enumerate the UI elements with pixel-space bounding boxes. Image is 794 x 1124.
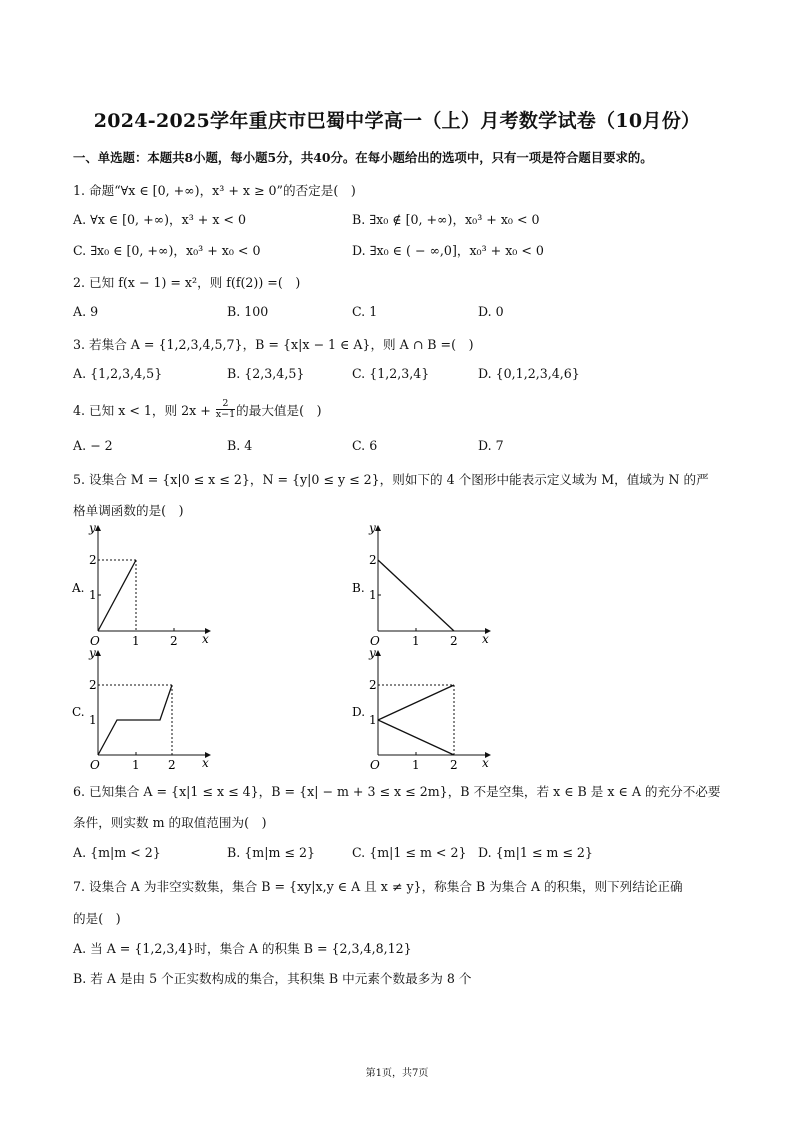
tick-label-1: 1	[89, 713, 97, 727]
question-2-option-a: A. 9	[73, 304, 99, 319]
tick-label-1: 1	[412, 758, 420, 772]
question-3-option-b: B. {2,3,4,5}	[227, 366, 305, 381]
y-label: y	[89, 521, 96, 535]
question-7-option-b: B. 若 A 是由 5 个正实数构成的集合，其积集 B 中元素个数最多为 8 个	[73, 971, 472, 986]
x-label: x	[482, 632, 489, 646]
tick-label-2: 2	[369, 678, 377, 692]
graph-label-b: B.	[352, 581, 365, 595]
origin-label: O	[90, 634, 100, 648]
question-3-stem: 3. 若集合 A = {1,2,3,4,5,7}，B = {x|x − 1 ∈ A}，则 A ∩ B =( )	[73, 337, 474, 352]
question-4-stem-post: 的最大值是( )	[236, 403, 322, 418]
question-4-option-d: D. 7	[478, 438, 504, 453]
question-2-option-d: D. 0	[478, 304, 504, 319]
graph-d	[350, 645, 500, 777]
y-label: y	[369, 646, 376, 660]
page-title: 2024-2025学年重庆市巴蜀中学高一（上）月考数学试卷（10月份）	[93, 110, 701, 132]
tick-label-2: 2	[89, 678, 97, 692]
tick-label-1: 1	[89, 588, 97, 602]
question-6-line-1: 6. 已知集合 A = {x|1 ≤ x ≤ 4}，B = {x| − m + 3 ≤ x ≤ 2m}，B 不是空集，若 x ∈ B 是 x ∈ A 的充分不必要	[73, 784, 721, 799]
tick-label-1: 1	[369, 588, 377, 602]
question-6-line-2: 条件，则实数 m 的取值范围为( )	[73, 815, 267, 830]
question-3-option-d: D. {0,1,2,3,4,6}	[478, 366, 580, 381]
tick-label-2: 2	[170, 634, 178, 648]
question-7-line-1: 7. 设集合 A 为非空实数集，集合 B = {xy|x,y ∈ A 且 x ≠ y}，称集合 B 为集合 A 的积集，则下列结论正确	[73, 879, 683, 894]
question-3-option-a: A. {1,2,3,4,5}	[73, 366, 163, 381]
function-curve	[98, 685, 172, 755]
question-4-option-b: B. 4	[227, 438, 253, 453]
question-5-line-1: 5. 设集合 M = {x|0 ≤ x ≤ 2}，N = {y|0 ≤ y ≤ 2}，则如下的 4 个图形中能表示定义域为 M，值域为 N 的严	[73, 472, 709, 487]
question-6-option-d: D. {m|1 ≤ m ≤ 2}	[478, 845, 593, 860]
x-label: x	[482, 756, 489, 770]
question-7-line-2: 的是( )	[73, 911, 121, 926]
question-1-option-d: D. ∃x₀ ∈ ( − ∞,0]，x₀³ + x₀ < 0	[352, 243, 544, 258]
tick-label-2: 2	[89, 553, 97, 567]
tick-label-1: 1	[132, 634, 140, 648]
question-2-stem: 2. 已知 f(x − 1) = x²，则 f(f(2)) =( )	[73, 275, 301, 290]
question-4-stem-pre: 4. 已知 x < 1，则 2x +	[73, 403, 211, 418]
function-curve	[378, 685, 454, 720]
question-4-option-c: C. 6	[352, 438, 378, 453]
tick-label-2: 2	[369, 553, 377, 567]
page-footer: 第1页，共7页	[365, 1068, 429, 1079]
function-curve	[378, 560, 454, 631]
function-curve	[378, 720, 454, 755]
tick-label-1: 1	[412, 634, 420, 648]
y-label: y	[369, 521, 376, 535]
section-heading: 一、单选题：本题共8小题，每小题5分，共40分。在每小题给出的选项中，只有一项是符合题目要求的。	[73, 150, 653, 165]
tick-label-2: 2	[450, 758, 458, 772]
origin-label: O	[90, 758, 100, 772]
question-5-line-2: 格单调函数的是( )	[73, 503, 184, 518]
question-6-option-b: B. {m|m ≤ 2}	[227, 845, 315, 860]
graph-c	[70, 645, 220, 777]
question-1-option-a: A. ∀x ∈ [0, +∞)，x³ + x < 0	[73, 212, 246, 227]
question-1-stem: 1. 命题“∀x ∈ [0, +∞)，x³ + x ≥ 0”的否定是( )	[73, 183, 356, 198]
question-3-option-c: C. {1,2,3,4}	[352, 366, 430, 381]
origin-label: O	[370, 634, 380, 648]
tick-label-2: 2	[450, 634, 458, 648]
question-2-option-c: C. 1	[352, 304, 378, 319]
tick-label-1: 1	[369, 713, 377, 727]
x-label: x	[202, 632, 209, 646]
question-4-stem	[73, 400, 322, 422]
origin-label: O	[370, 758, 380, 772]
function-curve	[98, 560, 136, 631]
question-2-option-b: B. 100	[227, 304, 269, 319]
question-1-option-c: C. ∃x₀ ∈ [0, +∞)，x₀³ + x₀ < 0	[73, 243, 261, 258]
graph-label-c: C.	[72, 705, 85, 719]
tick-label-2: 2	[168, 758, 176, 772]
tick-label-1: 1	[132, 758, 140, 772]
question-4-fraction	[216, 399, 235, 420]
fraction-denominator: x−1	[215, 409, 236, 420]
graph-label-a: A.	[72, 581, 85, 595]
fraction-numerator: 2	[216, 399, 235, 410]
question-6-option-c: C. {m|1 ≤ m < 2}	[352, 845, 467, 860]
question-6-option-a: A. {m|m < 2}	[73, 845, 161, 860]
question-1-option-b: B. ∃x₀ ∉ [0, +∞)，x₀³ + x₀ < 0	[352, 212, 540, 227]
graph-b	[350, 518, 500, 650]
x-label: x	[202, 756, 209, 770]
y-label: y	[89, 646, 96, 660]
graph-label-d: D.	[352, 705, 366, 719]
graph-a	[70, 518, 220, 650]
question-4-option-a: A. − 2	[73, 438, 113, 453]
question-7-option-a: A. 当 A = {1,2,3,4}时，集合 A 的积集 B = {2,3,4,8,12}	[73, 941, 412, 956]
